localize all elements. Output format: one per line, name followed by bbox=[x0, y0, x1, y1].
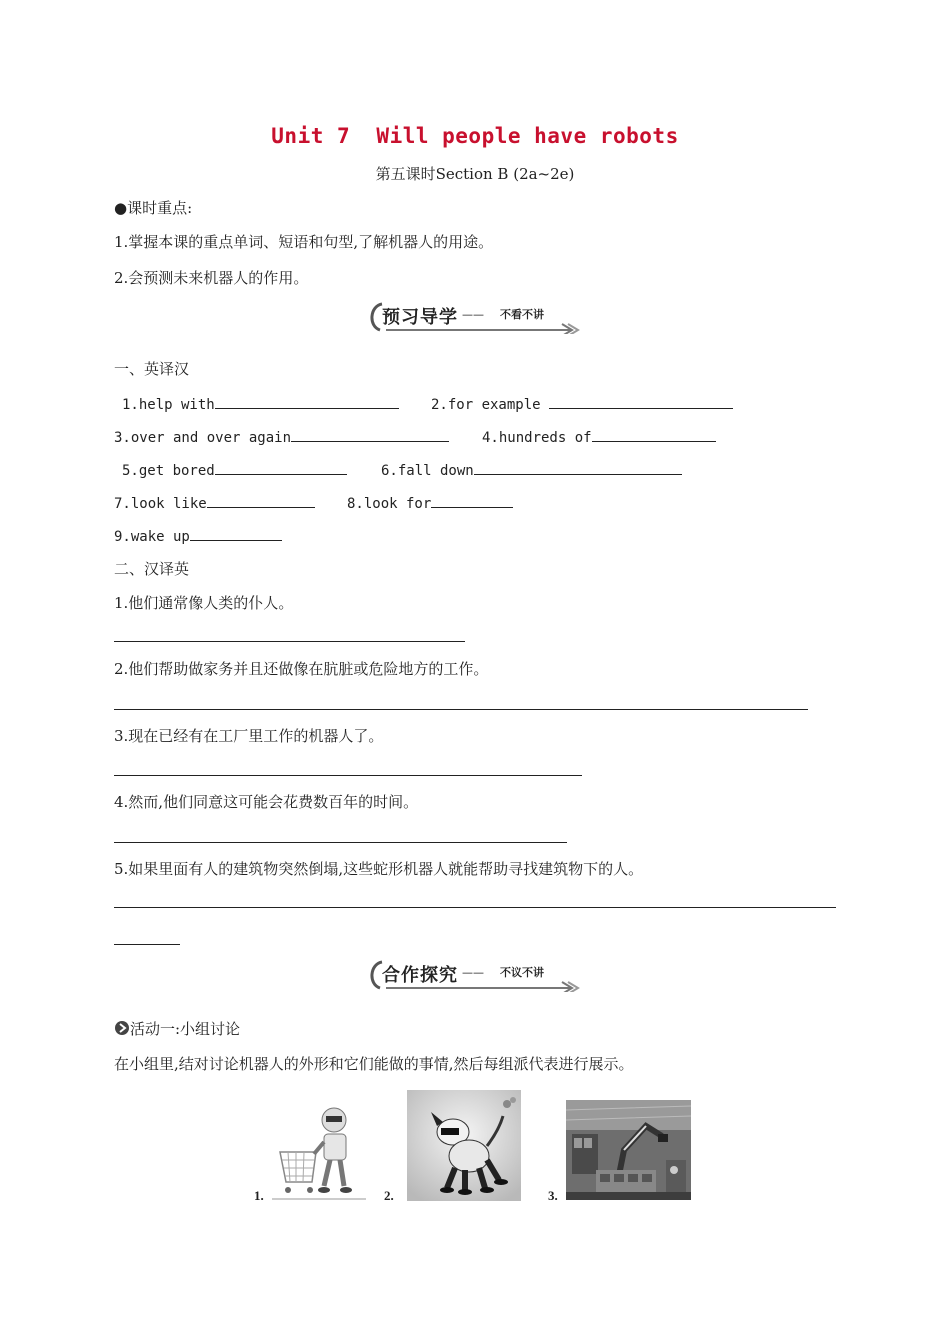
photo-label: 3. bbox=[548, 1188, 558, 1203]
banner-slogan: 不看不讲 bbox=[500, 308, 544, 321]
answer-blank[interactable] bbox=[207, 493, 315, 508]
translation-prompt-2: 2.他们帮助做家务并且还做像在肮脏或危险地方的工作。 bbox=[114, 660, 489, 678]
factory-robots-image bbox=[566, 1100, 691, 1200]
part1-heading: 一、英译汉 bbox=[114, 360, 190, 378]
vocab-term: 4.hundreds of bbox=[482, 430, 592, 446]
answer-blank[interactable] bbox=[592, 427, 716, 442]
translation-prompt-3: 3.现在已经有在工厂里工作的机器人了。 bbox=[114, 727, 384, 745]
key-point-2: 2.会预测未来机器人的作用。 bbox=[114, 269, 309, 287]
vocab-term: 2.for example bbox=[431, 397, 541, 413]
vocab-term: 7.look like bbox=[114, 496, 207, 512]
activity-heading: 活动一:小组讨论 bbox=[130, 1020, 241, 1038]
answer-line[interactable] bbox=[114, 641, 465, 642]
vocab-item bbox=[381, 460, 682, 481]
robot-shopping-cart-image bbox=[272, 1100, 366, 1200]
translation-prompt-1: 1.他们通常像人类的仆人。 bbox=[114, 594, 294, 612]
answer-line[interactable] bbox=[114, 709, 808, 710]
vocab-term: 6.fall down bbox=[381, 463, 474, 479]
vocab-term: 9.wake up bbox=[114, 529, 190, 545]
key-point-1: 1.掌握本课的重点单词、短语和句型,了解机器人的用途。 bbox=[114, 233, 494, 251]
vocab-term: 1.help with bbox=[122, 397, 215, 413]
answer-blank[interactable] bbox=[291, 427, 449, 442]
answer-line[interactable] bbox=[114, 907, 836, 908]
vocab-item bbox=[122, 394, 399, 415]
answer-line[interactable] bbox=[114, 842, 567, 843]
answer-blank[interactable] bbox=[431, 493, 513, 508]
vocab-term: 5.get bored bbox=[122, 463, 215, 479]
banner-dash: —— bbox=[462, 966, 484, 979]
preview-section-banner bbox=[366, 300, 586, 334]
vocab-term: 8.look for bbox=[347, 496, 432, 512]
activity-heading-row bbox=[114, 1019, 240, 1039]
banner-title: 预习导学 bbox=[382, 307, 458, 328]
answer-blank[interactable] bbox=[190, 526, 282, 541]
answer-line[interactable] bbox=[114, 944, 180, 945]
page-title: Unit 7 Will people have robots bbox=[271, 124, 679, 148]
answer-blank[interactable] bbox=[549, 394, 733, 409]
vocab-item bbox=[114, 493, 315, 514]
banner-title: 合作探究 bbox=[382, 965, 458, 986]
key-points-heading: ●课时重点: bbox=[114, 199, 193, 217]
cooperation-section-banner bbox=[366, 958, 586, 992]
answer-blank[interactable] bbox=[215, 460, 347, 475]
lesson-subtitle: 第五课时Section B (2a~2e) bbox=[375, 165, 575, 183]
translation-prompt-5: 5.如果里面有人的建筑物突然倒塌,这些蛇形机器人就能帮助寻找建筑物下的人。 bbox=[114, 860, 644, 878]
vocab-item bbox=[482, 427, 716, 448]
photo-label: 1. bbox=[254, 1188, 264, 1203]
robot-dog-image bbox=[407, 1090, 521, 1201]
banner-slogan: 不议不讲 bbox=[500, 966, 544, 979]
banner-dash: —— bbox=[462, 308, 484, 321]
answer-line[interactable] bbox=[114, 775, 582, 776]
part2-heading: 二、汉译英 bbox=[114, 560, 190, 578]
activity-instruction: 在小组里,结对讨论机器人的外形和它们能做的事情,然后每组派代表进行展示。 bbox=[114, 1055, 634, 1073]
answer-blank[interactable] bbox=[474, 460, 682, 475]
translation-prompt-4: 4.然而,他们同意这可能会花费数百年的时间。 bbox=[114, 793, 419, 811]
photo-label: 2. bbox=[384, 1188, 394, 1203]
answer-blank[interactable] bbox=[215, 394, 399, 409]
vocab-term: 3.over and over again bbox=[114, 430, 292, 446]
vocab-item bbox=[114, 526, 282, 547]
vocab-item bbox=[347, 493, 513, 514]
arrow-bullet-icon bbox=[114, 1020, 130, 1036]
vocab-item bbox=[114, 427, 449, 448]
vocab-item bbox=[431, 394, 733, 415]
vocab-item bbox=[122, 460, 347, 481]
